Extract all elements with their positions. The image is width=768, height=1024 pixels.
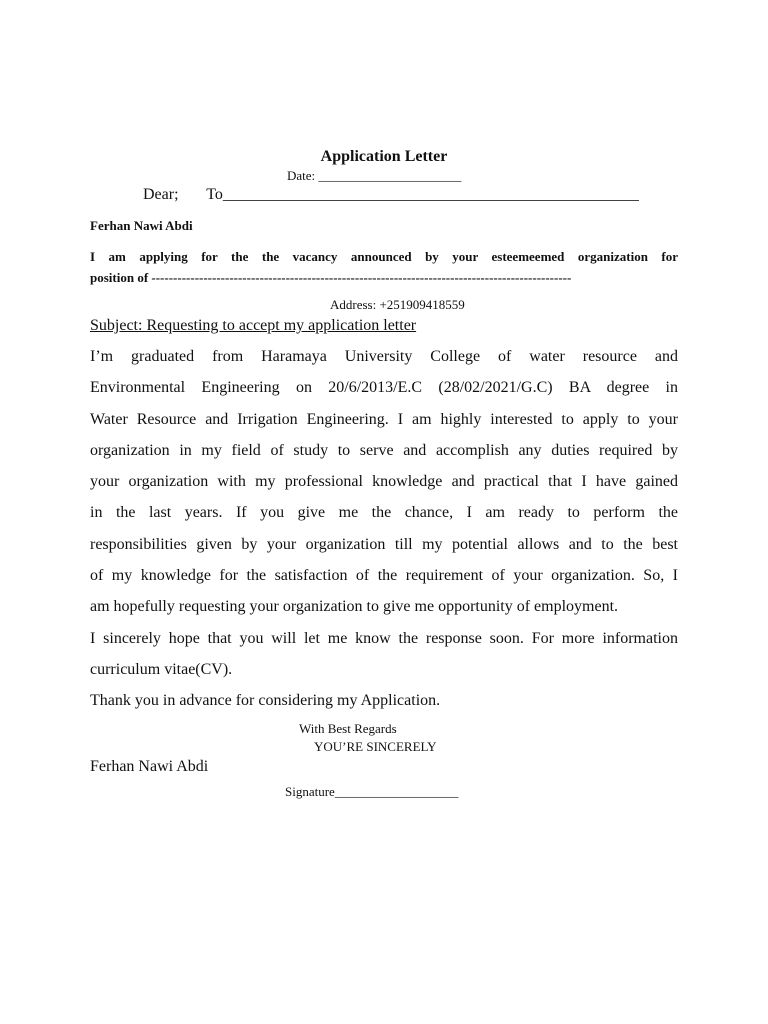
date-line: Date: ______________________ bbox=[287, 168, 462, 183]
position-line: position of ------------------------------------------------------------------------------------------------- bbox=[90, 270, 572, 285]
body-line: organization in my field of study to serve and accomplish any duties required by bbox=[90, 441, 678, 459]
address-line: Address: +251909418559 bbox=[330, 297, 465, 312]
body-line: Water Resource and Irrigation Engineering. I am highly interested to apply to your bbox=[90, 410, 678, 428]
body-line: am hopefully requesting your organization to give me opportunity of employment. bbox=[90, 598, 619, 616]
body-line: your organization with my professional knowledge and practical that I have gained bbox=[90, 473, 678, 491]
letter-title: Application Letter bbox=[320, 148, 448, 165]
letter-body bbox=[90, 341, 678, 717]
applying-statement: I am applying for the the vacancy announced by your esteemeemed organization for bbox=[90, 249, 678, 264]
body-line: Environmental Engineering on 20/6/2013/E.C (28/02/2021/G.C) BA degree in bbox=[90, 379, 678, 397]
sender-name-bottom: Ferhan Nawi Abdi bbox=[90, 758, 209, 775]
body-line: of my knowledge for the satisfaction of the requirement of your organization. So, I bbox=[90, 567, 678, 585]
body-line: I sincerely hope that you will let me know the response soon. For more information bbox=[90, 629, 678, 647]
closing-regards: With Best Regards bbox=[299, 721, 397, 736]
body-line: curriculum vitae(CV). bbox=[90, 660, 233, 678]
salutation-line: Dear; To____________________________________________________ bbox=[143, 186, 639, 203]
body-line: Thank you in advance for considering my Application. bbox=[90, 692, 441, 710]
body-line: responsibilities given by your organization till my potential allows and to the best bbox=[90, 535, 678, 553]
body-line: I’m graduated from Haramaya University College of water resource and bbox=[90, 348, 678, 365]
closing-sincerely: YOU’RE SINCERELY bbox=[314, 739, 437, 754]
sender-name-top: Ferhan Nawi Abdi bbox=[90, 218, 193, 233]
body-line: in the last years. If you give me the chance, I am ready to perform the bbox=[90, 504, 678, 522]
signature-line: Signature___________________ bbox=[285, 784, 459, 799]
subject-line: Subject: Requesting to accept my application letter bbox=[90, 317, 417, 334]
